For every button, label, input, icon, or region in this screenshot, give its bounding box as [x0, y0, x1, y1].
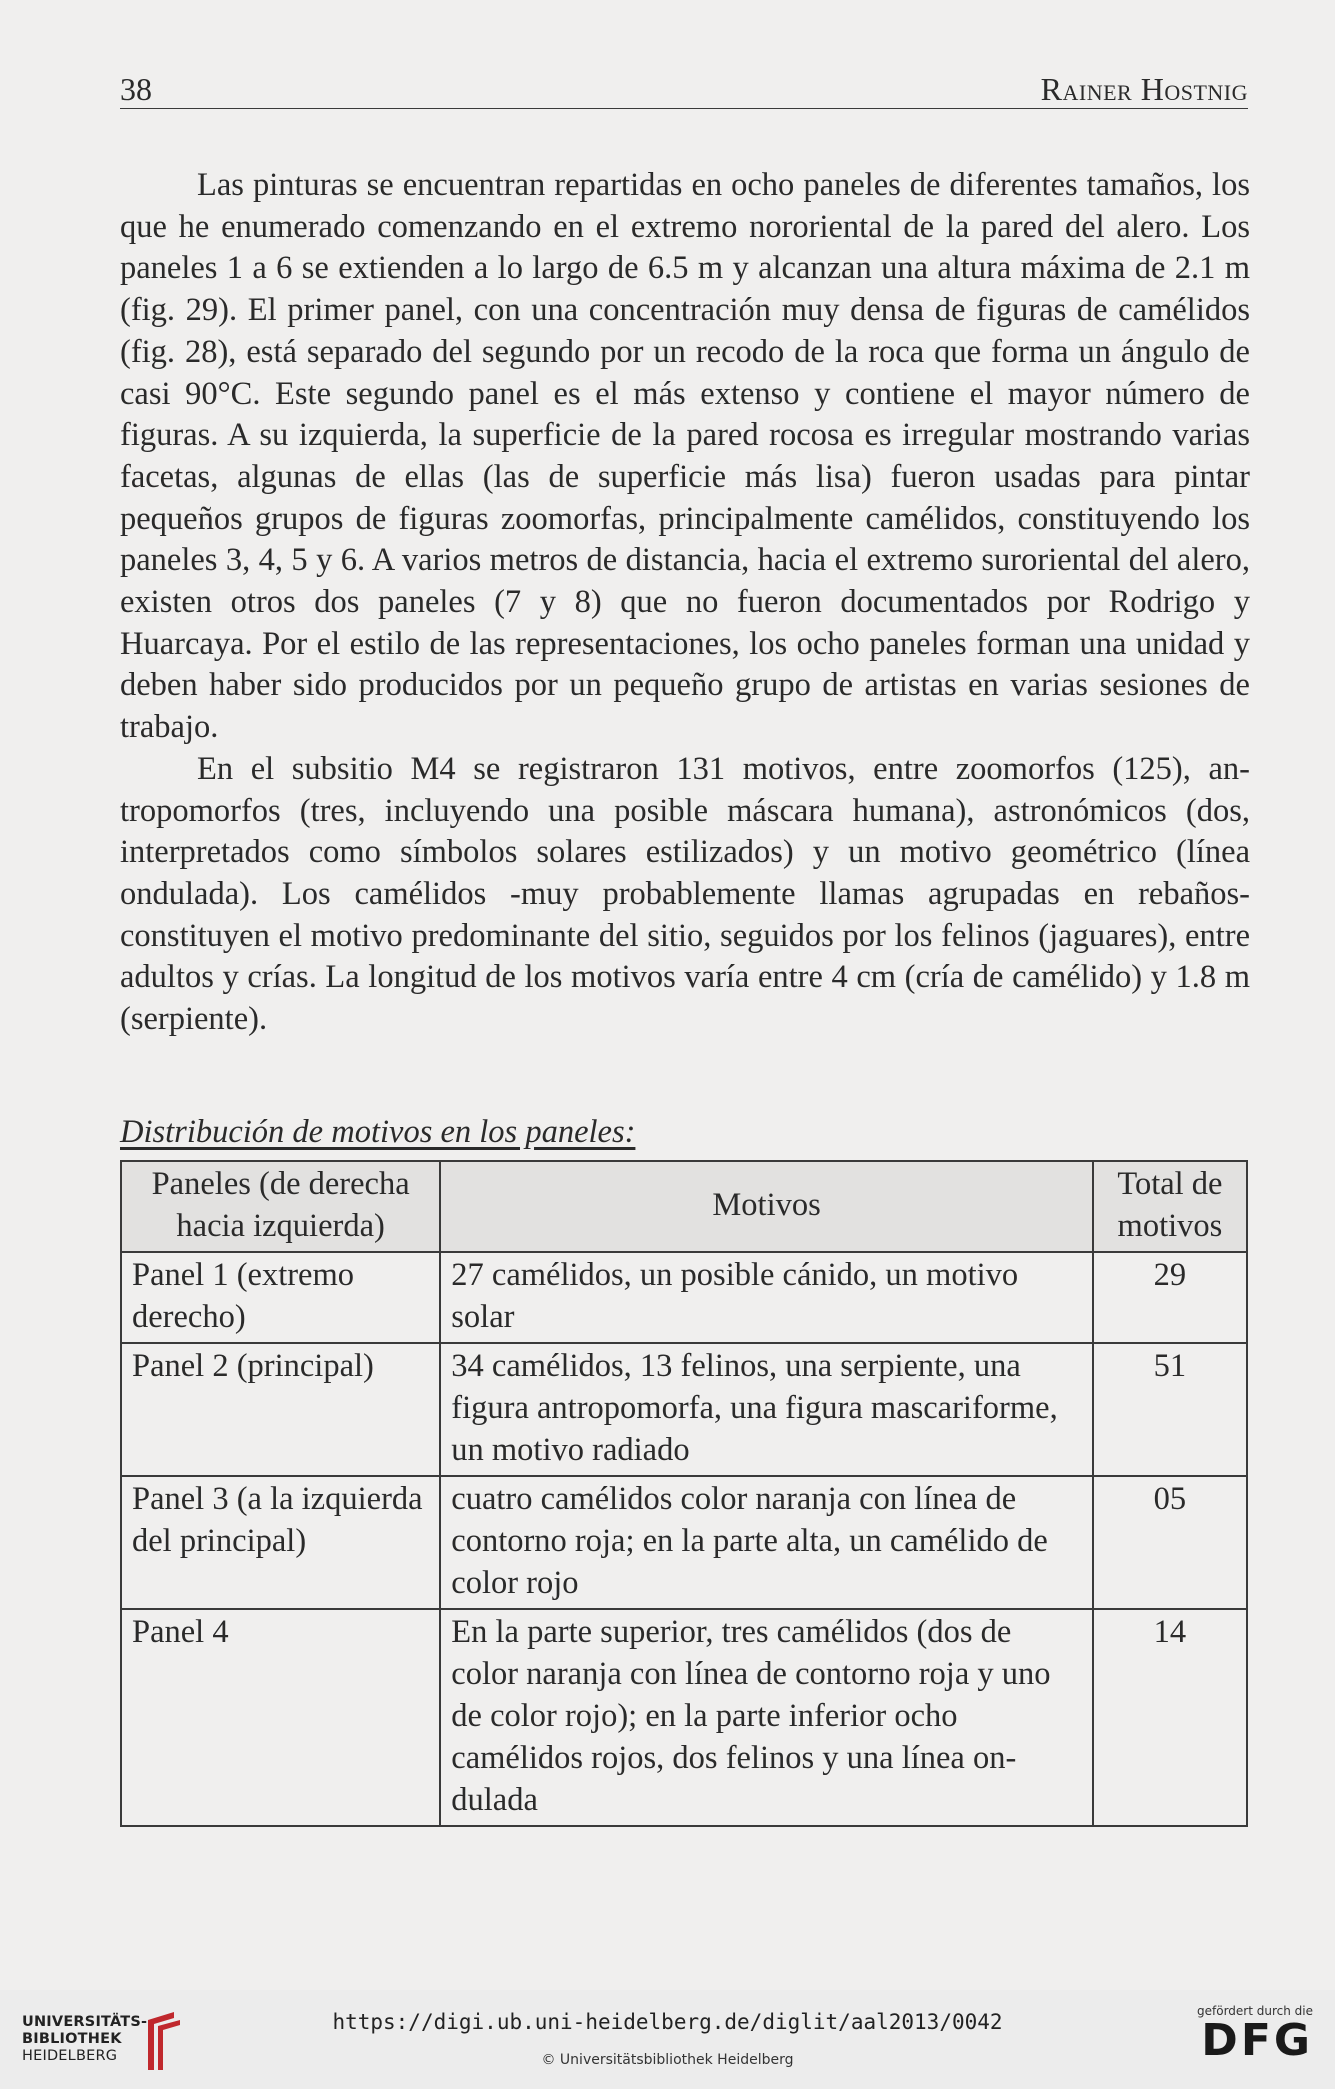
running-head: Rainer Hostnig	[1040, 71, 1248, 107]
funder-logo[interactable]	[1197, 2004, 1313, 2064]
library-name: UNIVERSITÄTS- BIBLIOTHEK HEIDELBERG	[22, 2014, 148, 2064]
total-cell: 05	[1093, 1476, 1247, 1609]
page-header	[120, 70, 1248, 109]
dfg-logo-text: DFG	[1201, 2015, 1313, 2066]
table-row	[121, 1476, 1247, 1609]
table-row	[121, 1609, 1247, 1826]
total-cell: 14	[1093, 1609, 1247, 1826]
digitization-footer	[0, 1990, 1335, 2089]
motifs-cell: cuatro camélidos color naranja con línea de contorno roja; en la parte alta, un camélido de color rojo	[440, 1476, 1093, 1609]
total-cell: 29	[1093, 1252, 1247, 1343]
table-caption: Distribución de motivos en los paneles:	[120, 1114, 636, 1150]
motifs-cell: 27 camélidos, un posible cánido, un motivo solar	[440, 1252, 1093, 1343]
panel-cell: Panel 2 (principal)	[121, 1343, 440, 1476]
paragraph: Las pinturas se encuentran repartidas en ocho paneles de diferentes tamaños, los que he enumerado comenzando en el extremo nororiental de la pared del alero. Los paneles 1 a 6 se extienden a lo largo de 6.5 m y alcanzan una altura máxima de 2.1 m (fig. 29). El primer panel, con una concentración muy densa de figuras de camélidos (fig. 28), está separado del segundo por un recodo de la roca que forma un ángulo de casi 90°C. Este segundo panel es el más extenso y contiene el mayor número de figuras. A su izquierda, la superficie de la pared rocosa es irregular mostrando varias facetas, algunas de ellas (las de superficie más lisa) fueron usadas para pintar pequeños grupos de figuras zoomorfas, principalmente camélidos, constituyendo los paneles 3, 4, 5 y 6. A varios metros de distancia, hacia el extremo suroriental del alero, existen otros dos paneles (7 y 8) que no fueron documentados por Rodrigo y Huarcaya. Por el estilo de las representaciones, los ocho paneles forman una unidad y deben haber sido producidos por un pequeño grupo de artistas en varias sesiones de trabajo.	[120, 167, 1250, 746]
panel-cell: Panel 1 (extremo derecho)	[121, 1252, 440, 1343]
funder-note: gefördert durch die	[1197, 2004, 1313, 2018]
panel-cell: Panel 4	[121, 1609, 440, 1826]
table-row	[121, 1343, 1247, 1476]
column-header-panels: Paneles (de derecha hacia izquierda)	[121, 1161, 440, 1252]
permalink-url[interactable]: https://digi.ub.uni-heidelberg.de/diglit/aal2013/0042	[332, 2010, 1003, 2034]
motifs-cell: 34 camélidos, 13 felinos, una serpiente, una figura antropomorfa, una figura mascariforme, un motivo radiado	[440, 1343, 1093, 1476]
page-number: 38	[120, 71, 152, 107]
paragraph: En el subsitio M4 se registraron 131 motivos, entre zoomorfos (125), antropomorfos (tres, incluyendo una posible máscara humana), astronómicos (dos, interpretados como símbolos solares estilizados) y un motivo geométrico (línea ondulada). Los camélidos -muy probablemente llamas agrupadas en rebaños- constituyen el motivo predominante del sitio, seguidos por los felinos (jaguares), entre adultos y crías. La longitud de los motivos varía entre 4 cm (cría de camélido) y 1.8 m (serpiente).	[120, 750, 1250, 1038]
body-text	[120, 165, 1250, 1041]
column-header-total: Total de motivos	[1093, 1161, 1247, 1252]
motifs-cell: En la parte superior, tres camélidos (dos de color naranja con línea de contorno roja y uno de color rojo); en la parte inferior ocho camélidos rojos, dos felinos y una línea ondulada	[440, 1609, 1093, 1826]
total-cell: 51	[1093, 1343, 1247, 1476]
motif-distribution-table	[120, 1160, 1248, 1827]
panel-cell: Panel 3 (a la izquierda del principal)	[121, 1476, 440, 1609]
table-row	[121, 1252, 1247, 1343]
table-header-row	[121, 1161, 1247, 1252]
column-header-motifs: Motivos	[440, 1161, 1093, 1252]
copyright-notice: © Universitätsbibliothek Heidelberg	[541, 2052, 794, 2068]
